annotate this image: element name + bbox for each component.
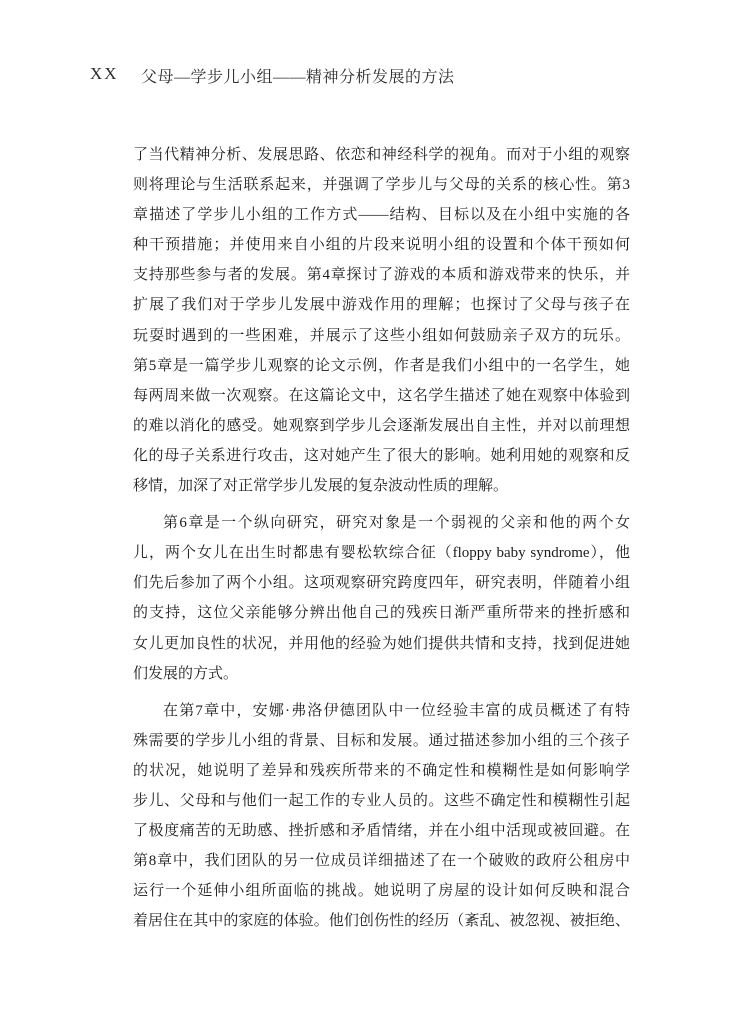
- text-line: 第8章中，我们团队的另一位成员详细描述了在一个破败的政府公租房中: [133, 853, 630, 870]
- text-line: 扩展了我们对于学步儿发展中游戏作用的理解；也探讨了父母与孩子在: [133, 297, 630, 314]
- text-line: 每两周来做一次观察。在这篇论文中，这名学生描述了她在观察中体验到: [133, 387, 630, 404]
- paragraph: [133, 140, 630, 501]
- running-header-title: 父母—学步儿小组——精神分析发展的方法: [141, 69, 455, 86]
- text-line: 女儿更加良性的状况，并用他的经验为她们提供共情和支持，找到促进她: [133, 635, 630, 652]
- text-line: 们先后参加了两个小组。这项观察研究跨度四年，研究表明，伴随着小组: [133, 575, 630, 592]
- page-number: XX: [90, 64, 119, 83]
- paragraph: [133, 696, 630, 937]
- text-line: 第6章是一个纵向研究，研究对象是一个弱视的父亲和他的两个女: [163, 515, 630, 532]
- text-line: 则将理论与生活联系起来，并强调了学步儿与父母的关系的核心性。第3: [133, 177, 630, 194]
- text-line: 们发展的方式。: [133, 665, 239, 682]
- text-line: 章描述了学步儿小组的工作方式——结构、目标以及在小组中实施的各: [133, 207, 630, 224]
- text-line: 儿，两个女儿在出生时都患有婴松软综合征（floppy baby syndrome），他: [133, 545, 630, 562]
- text-line: 玩耍时遇到的一些困难，并展示了这些小组如何鼓励亲子双方的玩乐。: [133, 327, 630, 344]
- text-line: 的状况，她说明了差异和残疾所带来的不确定性和模糊性是如何影响学: [133, 762, 630, 779]
- text-line: 在第7章中，安娜·弗洛伊德团队中一位经验丰富的成员概述了有特: [163, 702, 630, 719]
- body-text: [133, 140, 630, 943]
- text-line: 了当代精神分析、发展思路、依恋和神经科学的视角。而对于小组的观察: [133, 147, 630, 163]
- text-line: 殊需要的学步儿小组的背景、目标和发展。通过描述参加小组的三个孩子: [133, 732, 630, 749]
- text-line: 运行一个延伸小组所面临的挑战。她说明了房屋的设计如何反映和混合: [133, 883, 630, 900]
- text-line: 第5章是一篇学步儿观察的论文示例，作者是我们小组中的一名学生，她: [133, 357, 630, 374]
- text-line: 步儿、父母和与他们一起工作的专业人员的。这些不确定性和模糊性引起: [133, 792, 630, 809]
- text-line: 移情，加深了对正常学步儿发展的复杂波动性质的理解。: [133, 478, 509, 495]
- text-line: 的支持，这位父亲能够分辨出他自己的残疾日渐严重所带来的挫折感和: [133, 605, 630, 622]
- running-header: [0, 64, 730, 90]
- text-line: 着居住在其中的家庭的体验。他们创伤性的经历（紊乱、被忽视、被拒绝、: [133, 913, 630, 930]
- text-line: 的难以消化的感受。她观察到学步儿会逐渐发展出自主性，并对以前理想: [133, 417, 630, 434]
- text-line: 化的母子关系进行攻击，这对她产生了很大的影响。她利用她的观察和反: [133, 447, 630, 464]
- text-line: 支持那些参与者的发展。第4章探讨了游戏的本质和游戏带来的快乐，并: [133, 267, 630, 284]
- text-line: 种干预措施；并使用来自小组的片段来说明小组的设置和个体干预如何: [133, 237, 630, 254]
- text-line: 了极度痛苦的无助感、挫折感和矛盾情绪，并在小组中活现或被回避。在: [133, 823, 630, 840]
- paragraph: [133, 508, 630, 689]
